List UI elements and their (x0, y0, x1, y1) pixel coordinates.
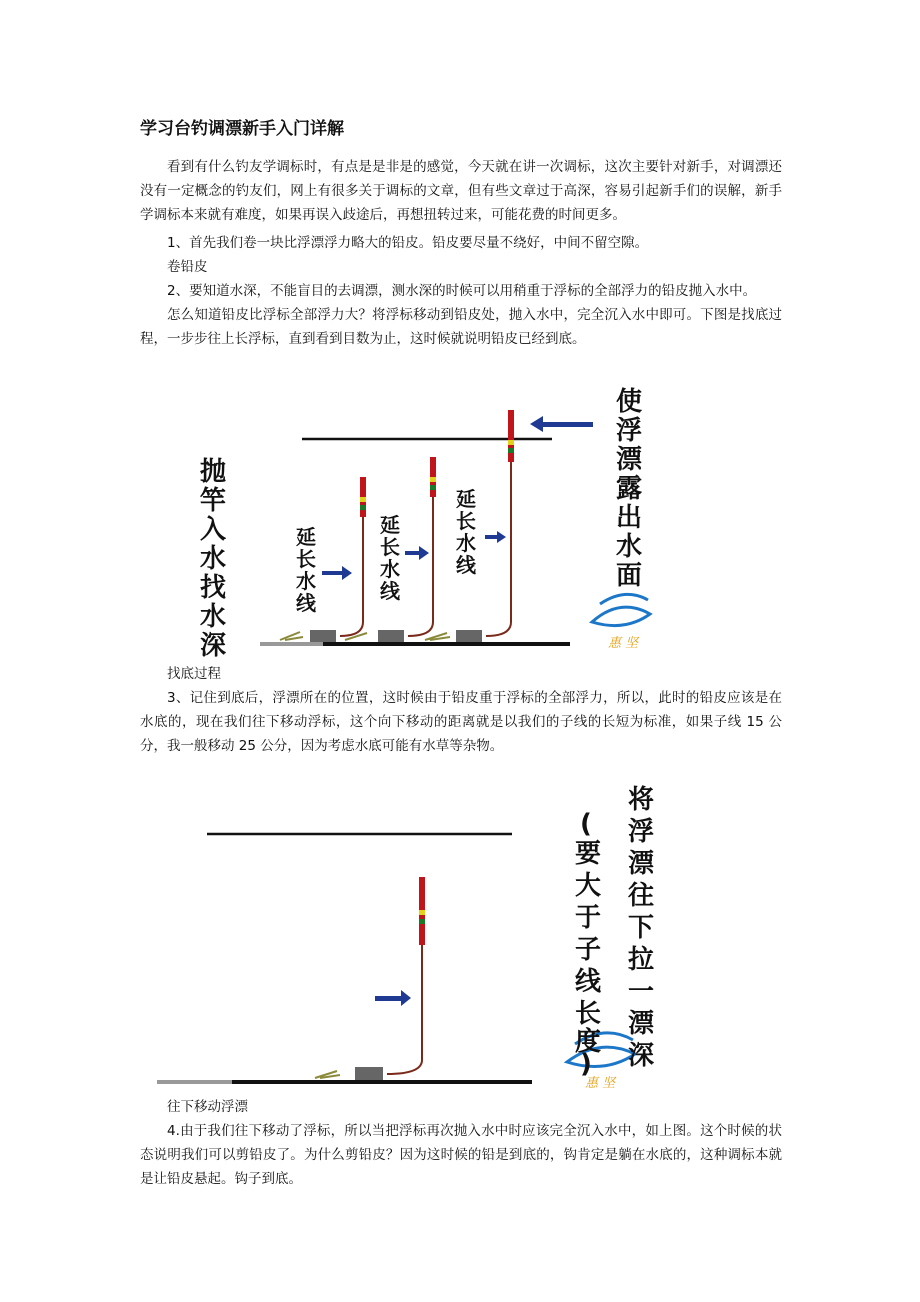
svg-text:水: 水 (200, 544, 227, 574)
svg-text:度: 度 (575, 1027, 602, 1057)
paragraph-intro: 看到有什么钓友学调标时，有点是是非是的感觉，今天就在讲一次调标，这次主要针对新手，对调漂还没有一定概念的钓友们，网上有很多关于调标的文章，但有些文章过于高深，容易引起新手们的误解，新手学调标本来就有难度，如果再误入歧途后，再想扭转过来，可能花费的时间更多。 (140, 159, 782, 223)
caption-figure1: 找底过程 (167, 666, 221, 682)
svg-text:): ) (580, 1049, 592, 1079)
arrow-icon (485, 531, 506, 543)
svg-text:延: 延 (380, 513, 400, 537)
weeds (315, 1071, 340, 1078)
svg-text:延: 延 (456, 487, 476, 511)
label-extend-a (296, 525, 317, 615)
svg-text:延: 延 (296, 525, 316, 549)
fish-logo-icon (592, 594, 650, 651)
svg-text:浮: 浮 (628, 817, 655, 847)
svg-text:漂: 漂 (628, 849, 655, 879)
page-title: 学习台钓调漂新手入门详解 (140, 119, 344, 139)
label-col2 (575, 809, 602, 1079)
svg-text:长: 长 (575, 999, 602, 1029)
svg-text:一: 一 (628, 977, 655, 1007)
svg-text:抛: 抛 (200, 457, 227, 487)
svg-text:入: 入 (200, 515, 227, 545)
svg-text:长: 长 (380, 535, 400, 559)
svg-text:往: 往 (628, 881, 655, 911)
label-left (200, 457, 226, 661)
figure-move-float-down (155, 782, 670, 1092)
svg-text:长: 长 (456, 509, 476, 533)
svg-text:水: 水 (456, 531, 476, 555)
svg-text:线: 线 (380, 579, 400, 603)
svg-text:水: 水 (380, 557, 400, 581)
svg-text:线: 线 (296, 591, 316, 615)
paragraph-step1: 1、首先我们卷一块比浮漂浮力略大的铅皮。铅皮要尽量不绕好，中间不留空隙。 (167, 235, 649, 251)
svg-text:深: 深 (628, 1041, 655, 1071)
line-1 (340, 480, 363, 636)
paragraph-step2b: 怎么知道铅皮比浮标全部浮力大？将浮标移动到铅皮处，抛入水中，完全沉入水中即可。下图是找底过程，一步步往上长浮标，直到看到目数为止，这时候就说明铅皮已经到底。 (140, 307, 782, 347)
sinker-1 (310, 630, 336, 642)
sinker (355, 1067, 383, 1080)
line (387, 942, 422, 1074)
svg-text:面: 面 (616, 561, 643, 591)
arrow-icon (322, 566, 352, 580)
svg-text:使: 使 (616, 387, 643, 417)
svg-text:水: 水 (200, 602, 227, 632)
sinker-2 (378, 630, 404, 642)
arrow-left-icon (530, 416, 593, 432)
svg-text:出: 出 (616, 503, 643, 533)
svg-text:下: 下 (628, 913, 655, 943)
label-extend-c (456, 487, 477, 577)
svg-text:长: 长 (296, 547, 316, 571)
label-extend-b (380, 513, 401, 603)
paragraph-step4: 4.由于我们往下移动了浮标，所以当把浮标再次抛入水中时应该完全沉入水中，如上图。这个时候的状态说明我们可以剪铅皮了。为什么剪铅皮？因为这时候的铅是到底的，钩肯定是躺在水底的，这种调标本就是让铅皮悬起。钩子到底。 (140, 1123, 782, 1187)
svg-text:浮: 浮 (616, 416, 643, 446)
svg-text:找: 找 (200, 573, 227, 603)
svg-text:线: 线 (456, 553, 476, 577)
label-col1 (628, 785, 654, 1071)
svg-text:大: 大 (575, 871, 602, 901)
arrow-icon (405, 546, 429, 560)
paragraph-step2: 2、要知道水深，不能盲目的去调漂，测水深的时候可以用稍重于浮标的全部浮力的铅皮抛入水中。 (167, 283, 757, 299)
logo-text: 惠 坚 (608, 636, 639, 651)
caption-roll-lead: 卷铅皮 (167, 259, 208, 275)
svg-text:竿: 竿 (200, 486, 227, 516)
svg-text:露: 露 (616, 474, 643, 504)
svg-text:于: 于 (575, 903, 602, 933)
label-right (616, 387, 642, 591)
svg-text:要: 要 (575, 839, 602, 869)
svg-text:子: 子 (575, 935, 602, 965)
logo-text: 惠 坚 (585, 1076, 616, 1091)
sinker-3 (456, 630, 482, 642)
svg-text:漂: 漂 (616, 445, 643, 475)
svg-text:拉: 拉 (628, 945, 655, 975)
svg-text:深: 深 (200, 631, 227, 661)
svg-text:将: 将 (628, 785, 655, 815)
svg-text:水: 水 (296, 569, 316, 593)
arrow-icon (375, 990, 411, 1006)
figure-find-bottom (180, 382, 680, 661)
caption-figure2: 往下移动浮漂 (167, 1099, 248, 1115)
svg-text:(: ( (580, 809, 592, 839)
svg-text:水: 水 (616, 532, 643, 562)
svg-text:漂: 漂 (628, 1009, 655, 1039)
float-3 (508, 410, 514, 462)
paragraph-step3: 3、记住到底后，浮漂所在的位置，这时候由于铅皮重于浮标的全部浮力，所以，此时的铅皮应该是在水底的，现在我们往下移动浮标，这个向下移动的距离就是以我们的子线的长短为标准，如果子线 15 公分，我一般移动 25 公分，因为考虑水底可能有水草等杂物。 (140, 690, 782, 754)
svg-text:线: 线 (575, 967, 602, 997)
